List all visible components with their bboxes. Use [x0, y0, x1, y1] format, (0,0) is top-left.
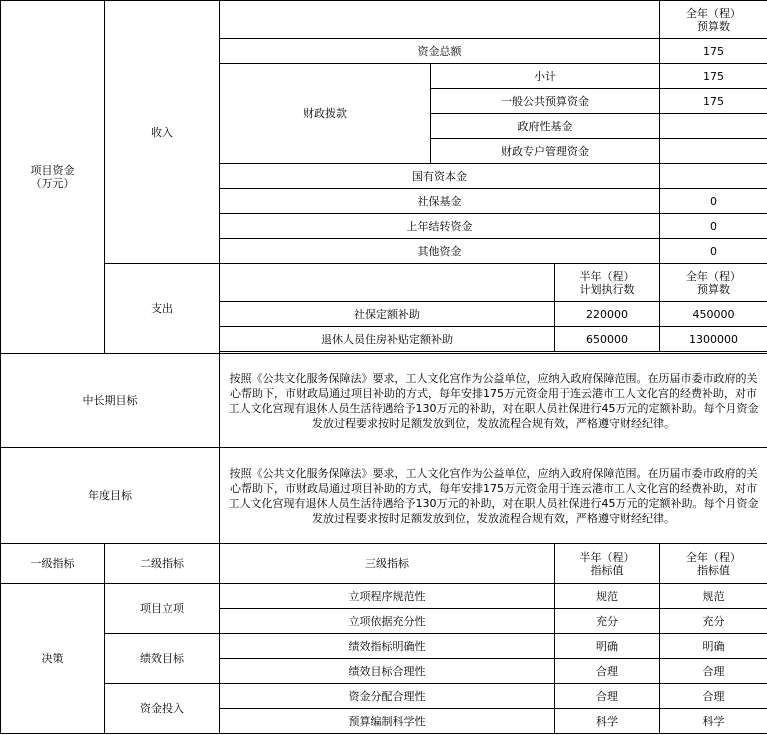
- indicator-group-label: 绩效目标: [105, 634, 220, 684]
- indicator-item-label: 资金分配合理性: [220, 684, 555, 709]
- indicator-item-label: 立项程序规范性: [220, 584, 555, 609]
- subtotal-label: 小计: [431, 64, 660, 89]
- expense-full-year-header-line2: 预算数: [697, 282, 731, 296]
- indicator-item-label: 绩效指标明确性: [220, 634, 555, 659]
- indicator-item-half-value: 合理: [555, 659, 660, 684]
- indicator-full-year-header: [660, 544, 767, 584]
- special-account-value: [660, 139, 767, 164]
- social-fund-value: 0: [660, 189, 767, 214]
- indicator-level1-decision: 决策: [1, 584, 105, 734]
- other-funds-label: 其他资金: [220, 239, 660, 264]
- state-capital-value: [660, 164, 767, 189]
- indicator-level3-header: 三级指标: [220, 544, 555, 584]
- indicator-item-full-value: 合理: [660, 659, 767, 684]
- gov-fund-value: [660, 114, 767, 139]
- general-budget-value: 175: [660, 89, 767, 114]
- indicator-half-year-header-line1: 半年（程）: [579, 550, 635, 564]
- indicator-group-label: 资金投入: [105, 684, 220, 734]
- indicator-item-full-value: 规范: [660, 584, 767, 609]
- expense-half-year-header: [555, 264, 660, 302]
- indicator-full-year-header-line2: 指标值: [697, 563, 731, 577]
- expense-full-year-header-line1: 全年（程）: [686, 269, 742, 283]
- carryover-value: 0: [660, 214, 767, 239]
- indicator-full-year-header-line1: 全年（程）: [686, 550, 742, 564]
- expense-half-year-header-line2: 计划执行数: [579, 282, 635, 296]
- carryover-label: 上年结转资金: [220, 214, 660, 239]
- gov-fund-label: 政府性基金: [431, 114, 660, 139]
- indicator-item-full-value: 科学: [660, 709, 767, 734]
- income-full-year-header-line1: 全年（程）: [686, 6, 742, 20]
- indicator-item-full-value: 合理: [660, 684, 767, 709]
- indicator-item-label: 立项依据充分性: [220, 609, 555, 634]
- indicator-level2-header: 二级指标: [105, 544, 220, 584]
- indicator-item-half-value: 明确: [555, 634, 660, 659]
- income-header-blank: [220, 1, 660, 39]
- expense-row-label: 退休人员住房补贴定额补助: [220, 327, 555, 352]
- income-full-year-header-line2: 预算数: [697, 19, 731, 33]
- expense-header-blank: [220, 264, 555, 302]
- indicator-level1-header: 一级指标: [1, 544, 105, 584]
- project-funds-label-line2: （万元）: [30, 177, 75, 190]
- income-label: 收入: [105, 1, 220, 264]
- expense-row-label: 社保定额补助: [220, 302, 555, 327]
- total-funds-value: 175: [660, 39, 767, 64]
- mid-long-goal-text: 按照《公共文化服务保障法》要求，工人文化宫作为公益单位，应纳入政府保障范围。在历届市委市政府的关心帮助下，市财政局通过项目补助的方式，每年安排175万元资金用于连云港市工人文化宫的经费补助，对市工人文化宫现有退休人员生活待遇给予130万元的补助，对在职人员社保进行45万元的定额补助。每个月资金发放过程要求按时足额发放到位，发放流程合规有效，严格遵守财经纪律。: [220, 354, 767, 448]
- expense-half-year-header-line1: 半年（程）: [579, 269, 635, 283]
- indicator-item-label: 绩效目标合理性: [220, 659, 555, 684]
- annual-goal-label: 年度目标: [1, 448, 220, 544]
- expense-label: 支出: [105, 264, 220, 354]
- expense-row-full-value: 450000: [660, 302, 767, 327]
- indicator-item-label: 预算编制科学性: [220, 709, 555, 734]
- indicator-half-year-header-line2: 指标值: [590, 563, 624, 577]
- other-funds-value: 0: [660, 239, 767, 264]
- indicator-item-half-value: 科学: [555, 709, 660, 734]
- subtotal-value: 175: [660, 64, 767, 89]
- state-capital-label: 国有资本金: [220, 164, 660, 189]
- indicator-group-label: 项目立项: [105, 584, 220, 634]
- income-full-year-header: [660, 1, 767, 39]
- social-fund-label: 社保基金: [220, 189, 660, 214]
- project-funds-label: [1, 1, 105, 354]
- indicator-item-full-value: 充分: [660, 609, 767, 634]
- indicator-item-half-value: 合理: [555, 684, 660, 709]
- total-funds-label: 资金总额: [220, 39, 660, 64]
- expense-full-year-header: [660, 264, 767, 302]
- expense-row-full-value: 1300000: [660, 327, 767, 352]
- indicator-item-half-value: 充分: [555, 609, 660, 634]
- expense-row-half-value: 650000: [555, 327, 660, 352]
- general-budget-label: 一般公共预算资金: [431, 89, 660, 114]
- fiscal-appropriation-label: 财政拨款: [220, 64, 431, 164]
- mid-long-goal-label: 中长期目标: [1, 354, 220, 448]
- expense-row-half-value: 220000: [555, 302, 660, 327]
- annual-goal-text: 按照《公共文化服务保障法》要求，工人文化宫作为公益单位，应纳入政府保障范围。在历届市委市政府的关心帮助下，市财政局通过项目补助的方式，每年安排175万元资金用于连云港市工人文化宫的经费补助，对市工人文化宫现有退休人员生活待遇给予130万元的补助，对在职人员社保进行45万元的定额补助。每个月资金发放过程要求按时足额发放到位，发放流程合规有效，严格遵守财经纪律。: [220, 448, 767, 544]
- special-account-label: 财政专户管理资金: [431, 139, 660, 164]
- project-funds-label-line1: 项目资金: [30, 164, 75, 177]
- indicator-half-year-header: [555, 544, 660, 584]
- indicator-item-full-value: 明确: [660, 634, 767, 659]
- indicator-item-half-value: 规范: [555, 584, 660, 609]
